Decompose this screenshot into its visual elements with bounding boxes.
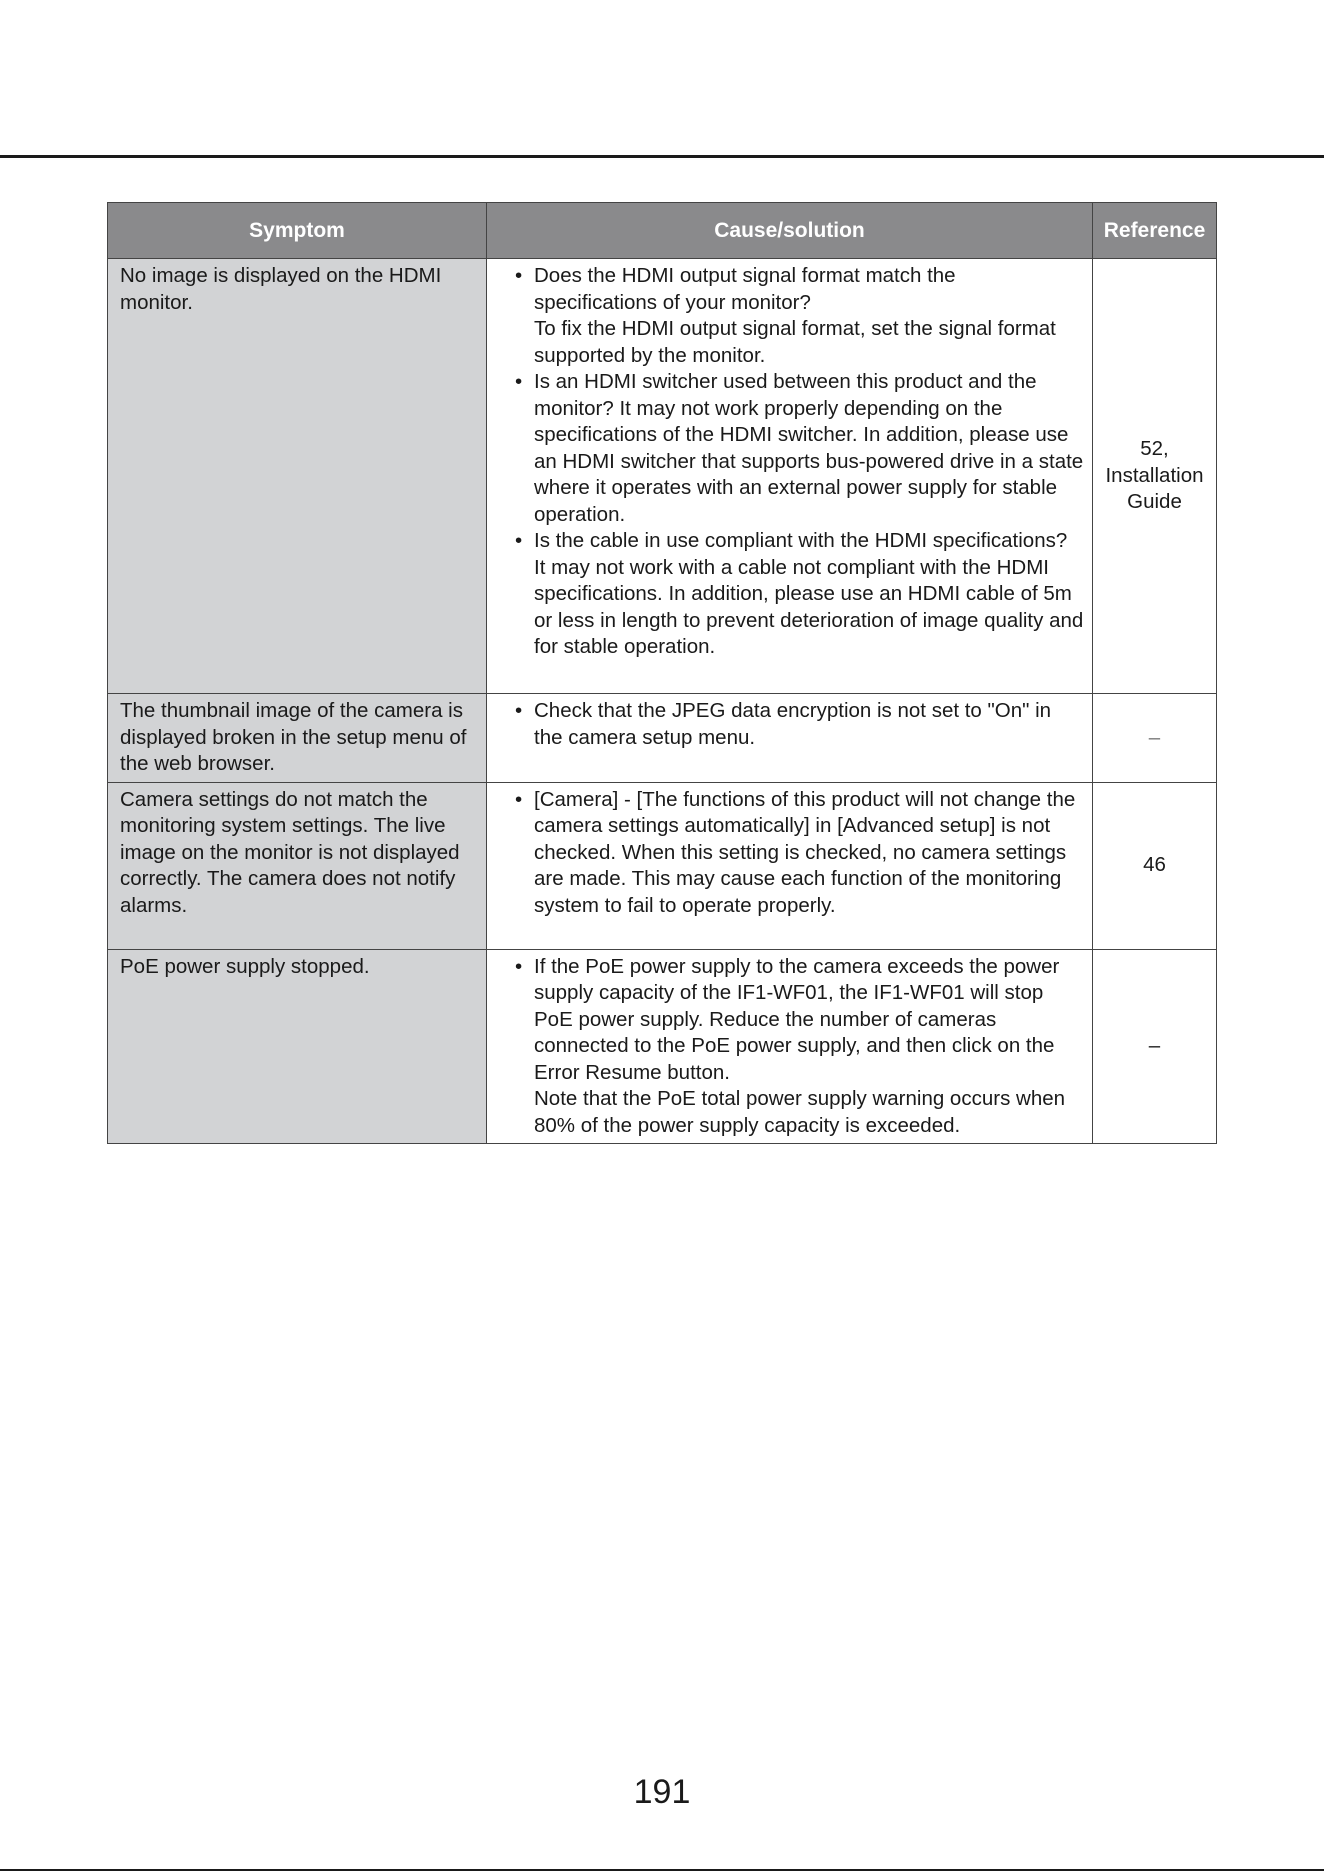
cause-bullet	[487, 787, 1084, 920]
header-reference: Reference	[1093, 203, 1217, 259]
cause-list	[487, 698, 1084, 751]
symptom-cell: Camera settings do not match the monitoring system settings. The live image on the monitor is not displayed correctly. The camera does not notify alarms.	[108, 782, 487, 949]
table-header-row	[108, 203, 1217, 259]
bullet-text: • Check that the JPEG data encryption is not set to "On" in the camera setup menu.	[534, 699, 1052, 749]
cause-cell	[487, 949, 1093, 1144]
symptom-cell: PoE power supply stopped.	[108, 949, 487, 1144]
bullet-text: • If the PoE power supply to the camera exceeds the power supply capacity of the IF1-WF01, the IF1-WF01 will stop PoE power supply. Reduce the number of cameras connected to the PoE power supply, and then click on the Error Resume button.	[534, 954, 1060, 1084]
symptom-cell: The thumbnail image of the camera is displayed broken in the setup menu of the web browser.	[108, 694, 487, 783]
table-row	[108, 259, 1217, 694]
bullet-text: • Is the cable in use compliant with the HDMI specifications? It may not work with a cable not compliant with the HDMI specifications. In addition, please use an HDMI cable of 5m or less in length to prevent deterioration of image quality and for stable operation.	[534, 529, 1084, 658]
reference-cell: –	[1093, 694, 1217, 783]
table-row	[108, 694, 1217, 783]
bullet-text: • Does the HDMI output signal format match the specifications of your monitor?	[534, 264, 956, 314]
header-symptom: Symptom	[108, 203, 487, 259]
cause-cell	[487, 694, 1093, 783]
cause-cell	[487, 259, 1093, 694]
bullet-note: To fix the HDMI output signal format, set the signal format supported by the monitor.	[534, 317, 1056, 367]
table-row	[108, 949, 1217, 1144]
footer-rule	[0, 1869, 1324, 1871]
header-rule	[0, 155, 1324, 158]
symptom-cell: No image is displayed on the HDMI monitor.	[108, 259, 487, 694]
cause-bullet	[487, 528, 1084, 661]
cause-list	[487, 263, 1084, 661]
cause-list	[487, 954, 1084, 1140]
reference-cell: –	[1093, 949, 1217, 1144]
cause-bullet	[487, 954, 1084, 1140]
troubleshooting-table	[107, 202, 1217, 1144]
cause-bullet	[487, 263, 1084, 369]
cause-bullet	[487, 698, 1084, 751]
cause-cell	[487, 782, 1093, 949]
page-number: 191	[633, 1773, 691, 1811]
cause-bullet	[487, 369, 1084, 528]
header-cause-solution: Cause/solution	[487, 203, 1093, 259]
bullet-note: Note that the PoE total power supply warning occurs when 80% of the power supply capacity is exceeded.	[534, 1087, 1066, 1137]
cause-list	[487, 787, 1084, 920]
bullet-text: • [Camera] - [The functions of this product will not change the camera settings automatically] in [Advanced setup] is not checked. When this setting is checked, no camera settings are made. This may cause each function of the monitoring system to fail to operate properly.	[534, 787, 1076, 917]
reference-cell: 52, Installation Guide	[1093, 259, 1217, 694]
reference-cell: 46	[1093, 782, 1217, 949]
bullet-text: • Is an HDMI switcher used between this product and the monitor? It may not work properly depending on the specifications of the HDMI switcher. In addition, please use an HDMI switcher that supports bus-powered drive in a state where it operates with an external power supply for stable operation.	[534, 370, 1084, 526]
table-row	[108, 782, 1217, 949]
